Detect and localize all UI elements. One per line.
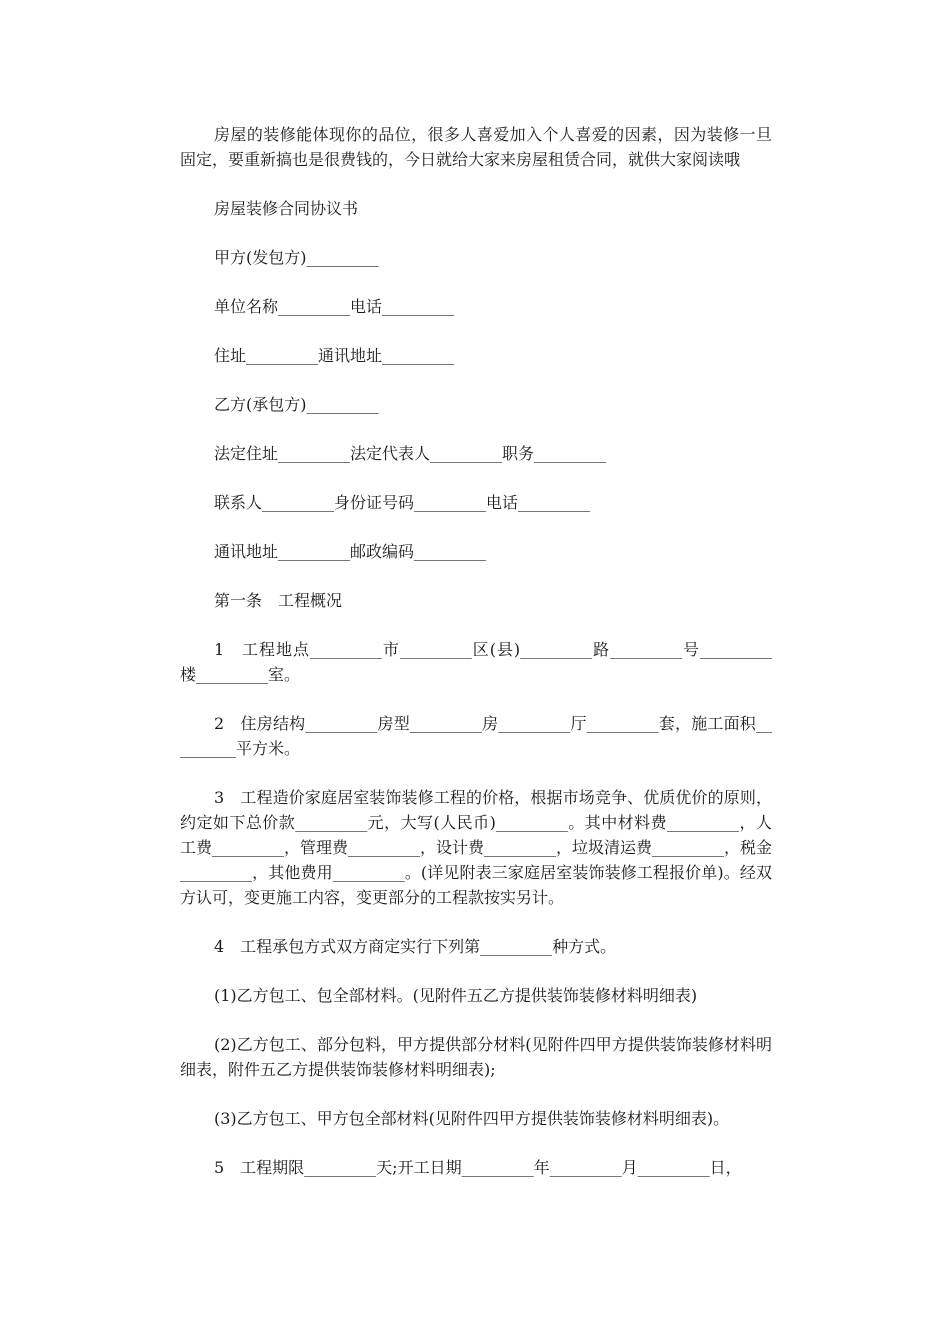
party-b-legal-info: 法定住址_________法定代表人_________职务_________ xyxy=(214,444,607,463)
article-one-heading: 第一条 工程概况 xyxy=(214,591,343,610)
party-a-unit-phone: 单位名称_________电话_________ xyxy=(214,297,455,316)
clause-4-contract-mode: 4 工程承包方式双方商定实行下列第_________种方式。 xyxy=(214,937,617,956)
mode-option-2: (2)乙方包工、部分包料，甲方提供部分材料(见附件四甲方提供装饰装修材料明细表，附件五乙方提供装饰装修材料明细表); xyxy=(180,1035,772,1079)
clause-2-structure: 2 住房结构_________房型_________房_________厅_________套，施工面积_________平方米。 xyxy=(180,714,772,758)
mode-option-3: (3)乙方包工、甲方包全部材料(见附件四甲方提供装饰装修材料明细表)。 xyxy=(214,1109,730,1128)
party-b-line: 乙方(承包方)_________ xyxy=(214,395,379,414)
mode-option-1: (1)乙方包工、包全部材料。(见附件五乙方提供装饰装修材料明细表) xyxy=(214,986,698,1005)
party-b-mailing-info: 通讯地址_________邮政编码_________ xyxy=(214,542,487,561)
party-b-contact-info: 联系人_________身份证号码_________电话_________ xyxy=(214,493,591,512)
intro-paragraph: 房屋的装修能体现你的品位，很多人喜爱加入个人喜爱的因素，因为装修一旦固定，要重新搞也是很费钱的，今日就给大家来房屋租赁合同，就供大家阅读哦 xyxy=(180,125,772,169)
party-a-address: 住址_________通讯地址_________ xyxy=(214,346,455,365)
clause-5-period: 5 工程期限_________天;开工日期_________年_________月_________日， xyxy=(214,1158,742,1177)
document-page xyxy=(180,122,772,1204)
contract-title: 房屋装修合同协议书 xyxy=(214,199,359,218)
clause-3-cost: 3 工程造价家庭居室装饰装修工程的价格，根据市场竞争、优质优价的原则，约定如下总价款_________元，大写(人民币)_________。其中材料费_________，人工费_________，管理费_________，设计费_________，垃圾清运费_________，税金_________，其他费用_________。(详见附表三家庭居室装饰装修工程报价单)。经双方认可，变更施工内容，变更部分的工程款按实另计。 xyxy=(180,788,773,907)
party-a-line: 甲方(发包方)_________ xyxy=(214,248,379,267)
clause-1-location: 1 工程地点_________市_________区(县)_________路_________号_________楼_________室。 xyxy=(180,640,772,684)
